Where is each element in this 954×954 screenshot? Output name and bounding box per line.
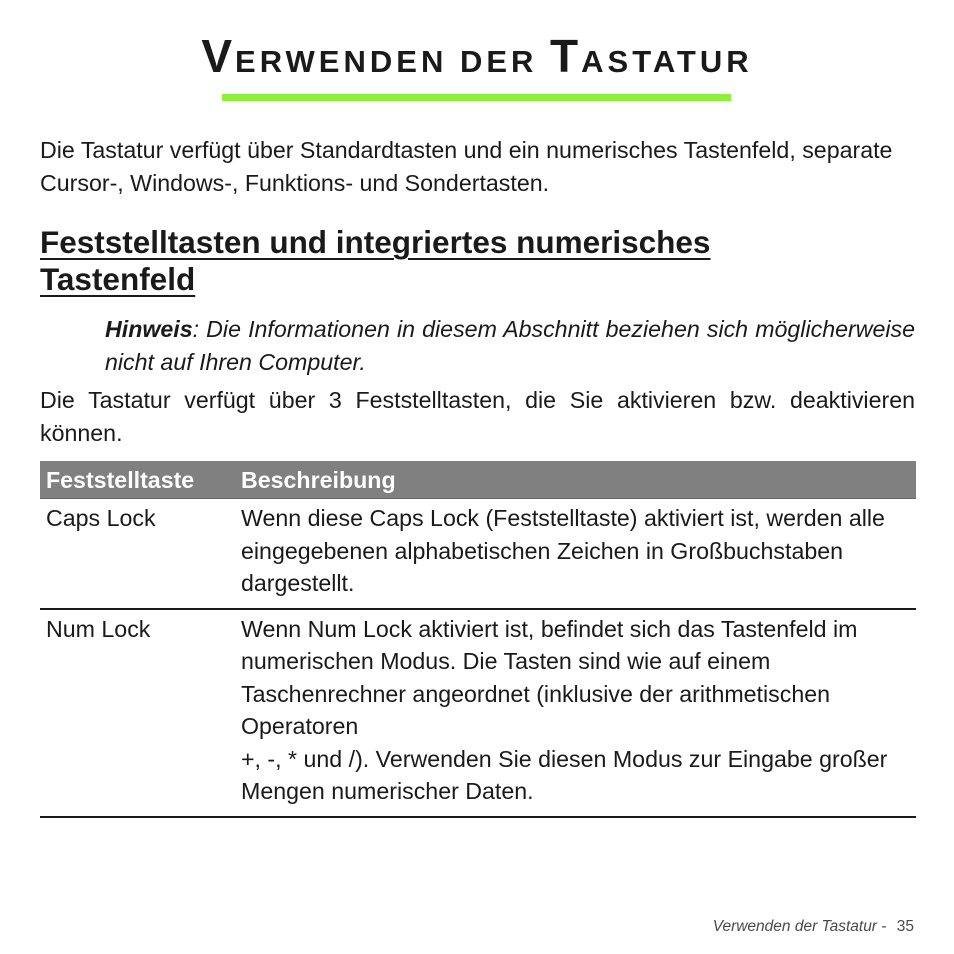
description-line: +, -, * und /). Verwenden Sie diesen Modus zur Eingabe großer Mengen numerischer Daten. (241, 745, 888, 804)
page-title (0, 30, 954, 88)
table-cell-description (235, 609, 916, 817)
note-text: : Die Informationen in diesem Abschnitt beziehen sich möglicherweise nicht auf Ihren Computer. (105, 316, 915, 375)
description-line: Wenn Num Lock aktiviert ist, befindet sich das Tastenfeld im numerischen Modus. Die Tasten sind wie auf einem Taschenrechner angeordnet (inklusive der arithmetischen Operatoren (241, 615, 858, 739)
table-cell-key: Num Lock (40, 609, 235, 817)
table-header-row (40, 461, 916, 499)
footer-label: Verwenden der Tastatur - (712, 918, 891, 935)
table-cell-description: Wenn diese Caps Lock (Feststelltaste) aktiviert ist, werden alle eingegebenen alphabetischen Zeichen in Großbuchstaben dargestellt. (235, 499, 916, 609)
title-underline-bar (222, 94, 731, 101)
intro-paragraph: Die Tastatur verfügt über Standardtasten und ein numerisches Tastenfeld, separate Cursor-, Windows-, Funktions- und Sondertasten. (40, 137, 893, 196)
section-heading: Feststelltasten und integriertes numerisches Tastenfeld (40, 224, 711, 297)
title-initial-2: T (550, 30, 582, 82)
page-number: 35 (896, 918, 914, 935)
page-footer (713, 918, 914, 936)
table-header-key: Feststelltaste (40, 461, 235, 499)
lock-keys-paragraph: Die Tastatur verfügt über 3 Feststelltasten, die Sie aktivieren bzw. deaktivieren können. (40, 387, 915, 446)
title-initial-1: V (201, 30, 236, 82)
lock-keys-table (40, 461, 916, 818)
title-rest-1: ERWENDEN DER (235, 44, 551, 79)
title-rest-2: ASTATUR (581, 44, 753, 79)
table-row (40, 609, 916, 817)
table-row (40, 499, 916, 609)
table-cell-key: Caps Lock (40, 499, 235, 609)
note-label: Hinweis (105, 316, 193, 342)
table-header-description: Beschreibung (235, 461, 916, 499)
note-paragraph (105, 313, 915, 378)
